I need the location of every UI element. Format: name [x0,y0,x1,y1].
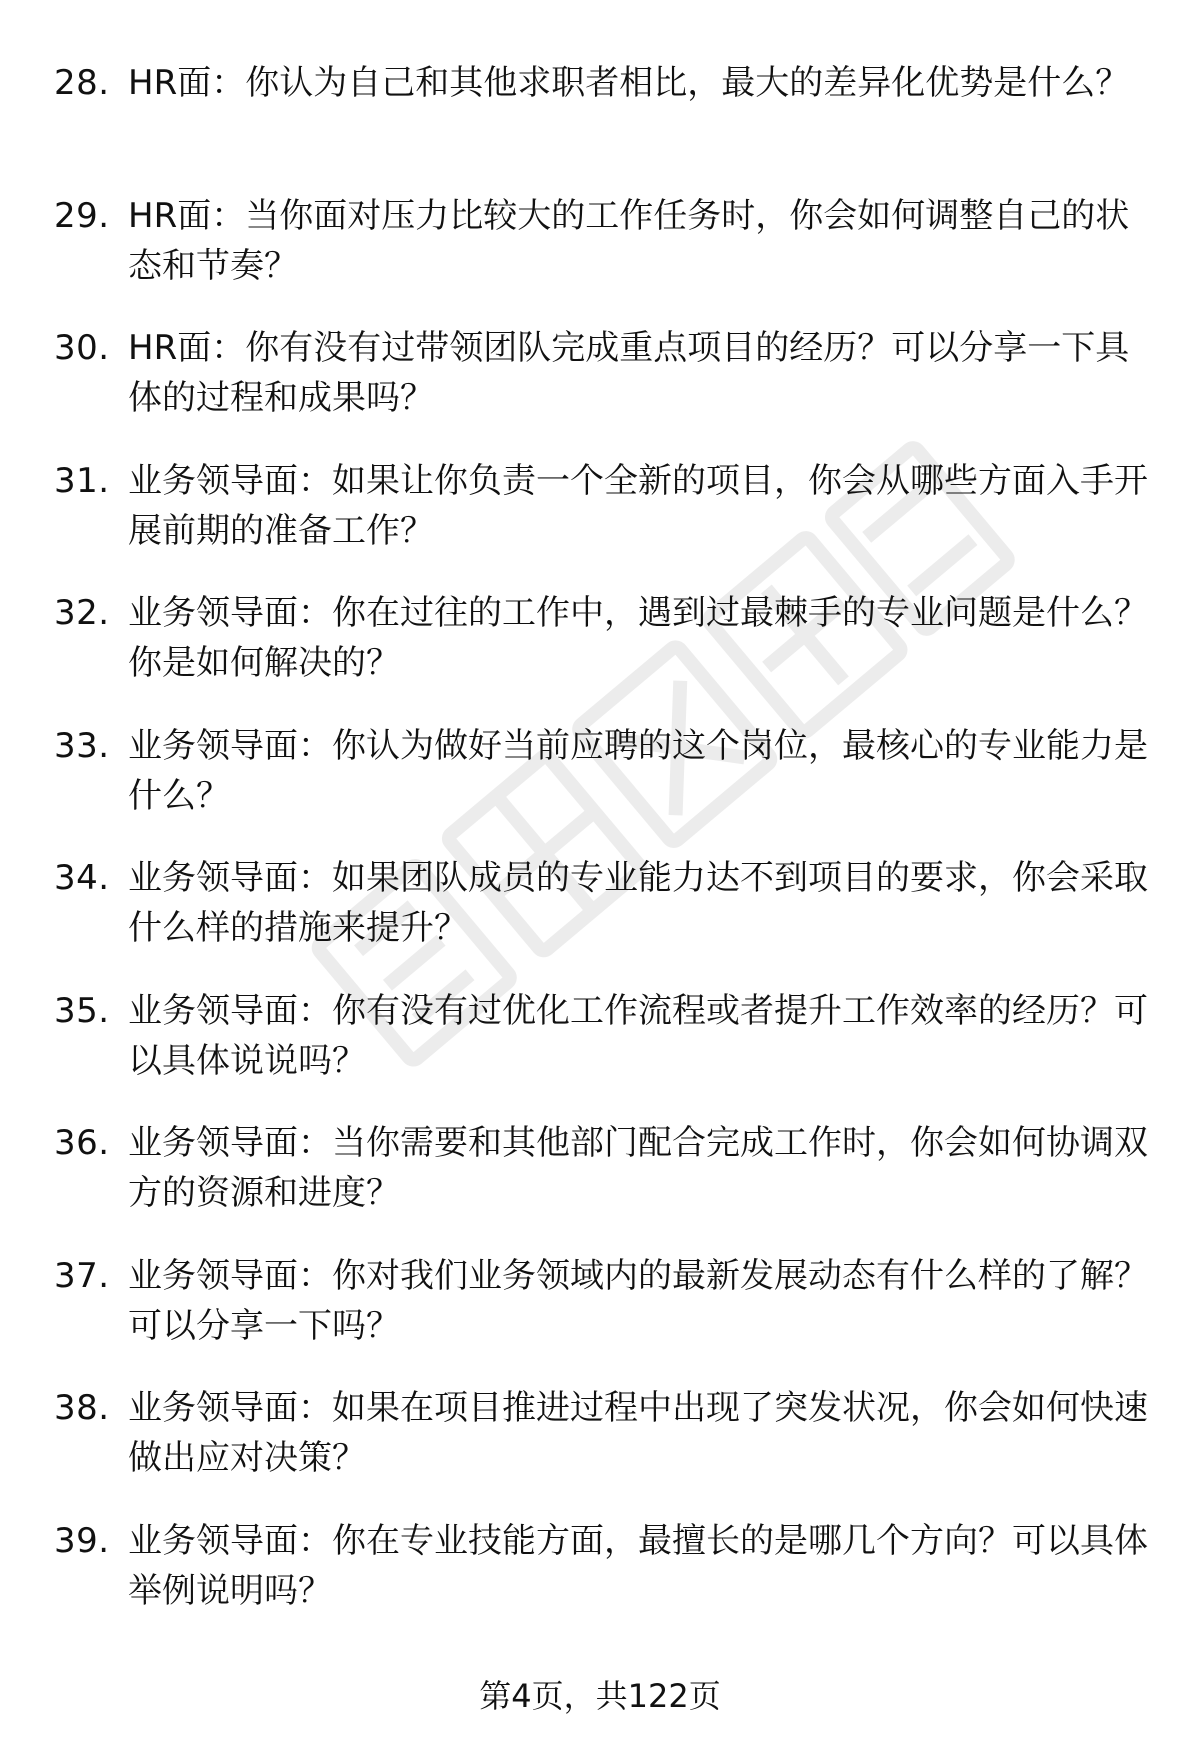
list-item [0,986,1200,1119]
question-number: 33. [54,725,110,766]
question-text: 业务领导面：如果让你负责一个全新的项目，你会从哪些方面入手开展前期的准备工作？ [128,460,1148,551]
question-text: 业务领导面：你对我们业务领域内的最新发展动态有什么样的了解？可以分享一下吗？ [128,1255,1148,1346]
question-list [0,58,1200,1648]
question-number: 34. [54,858,110,898]
question-number: 32. [54,593,110,633]
question-text: 业务领导面：你有没有过优化工作流程或者提升工作效率的经历？可以具体说说吗？ [128,990,1148,1081]
list-item [0,721,1200,854]
question-text: 业务领导面：你在专业技能方面，最擅长的是哪几个方向？可以具体举例说明吗？ [128,1520,1148,1611]
question-number: 29. [54,195,110,236]
question-number: 37. [54,1255,110,1296]
question-number: 36. [54,1123,110,1163]
question-text: 业务领导面：如果团队成员的专业能力达不到项目的要求，你会采取什么样的措施来提升？ [128,858,1148,948]
question-number: 35. [54,990,110,1031]
question-text: HR面：你认为自己和其他求职者相比，最大的差异化优势是什么？ [128,63,1130,103]
page-footer [0,1674,1200,1718]
question-text: 业务领导面：如果在项目推进过程中出现了突发状况，你会如何快速做出应对决策？ [128,1388,1148,1478]
question-text: 业务领导面：你认为做好当前应聘的这个岗位，最核心的专业能力是什么？ [128,725,1148,816]
question-text: 业务领导面：当你需要和其他部门配合完成工作时，你会如何协调双方的资源和进度？ [128,1123,1148,1213]
question-number: 39. [54,1520,110,1561]
list-item [0,588,1200,721]
list-item [0,323,1200,456]
page-indicator: 第4页，共122页 [479,1677,721,1715]
list-item [0,58,1200,191]
question-number: 38. [54,1388,110,1428]
question-text: 业务领导面：你在过往的工作中，遇到过最棘手的专业问题是什么？你是如何解决的？ [128,593,1148,683]
list-item [0,1383,1200,1516]
question-number: 28. [54,63,110,103]
question-number: 30. [54,328,110,368]
list-item [0,1251,1200,1384]
list-item [0,853,1200,986]
question-text: HR面：当你面对压力比较大的工作任务时，你会如何调整自己的状态和节奏？ [128,195,1130,286]
list-item [0,1118,1200,1251]
question-number: 31. [54,460,110,501]
list-item [0,1516,1200,1649]
list-item [0,191,1200,324]
list-item [0,456,1200,589]
question-text: HR面：你有没有过带领团队完成重点项目的经历？可以分享一下具体的过程和成果吗？ [128,328,1130,418]
